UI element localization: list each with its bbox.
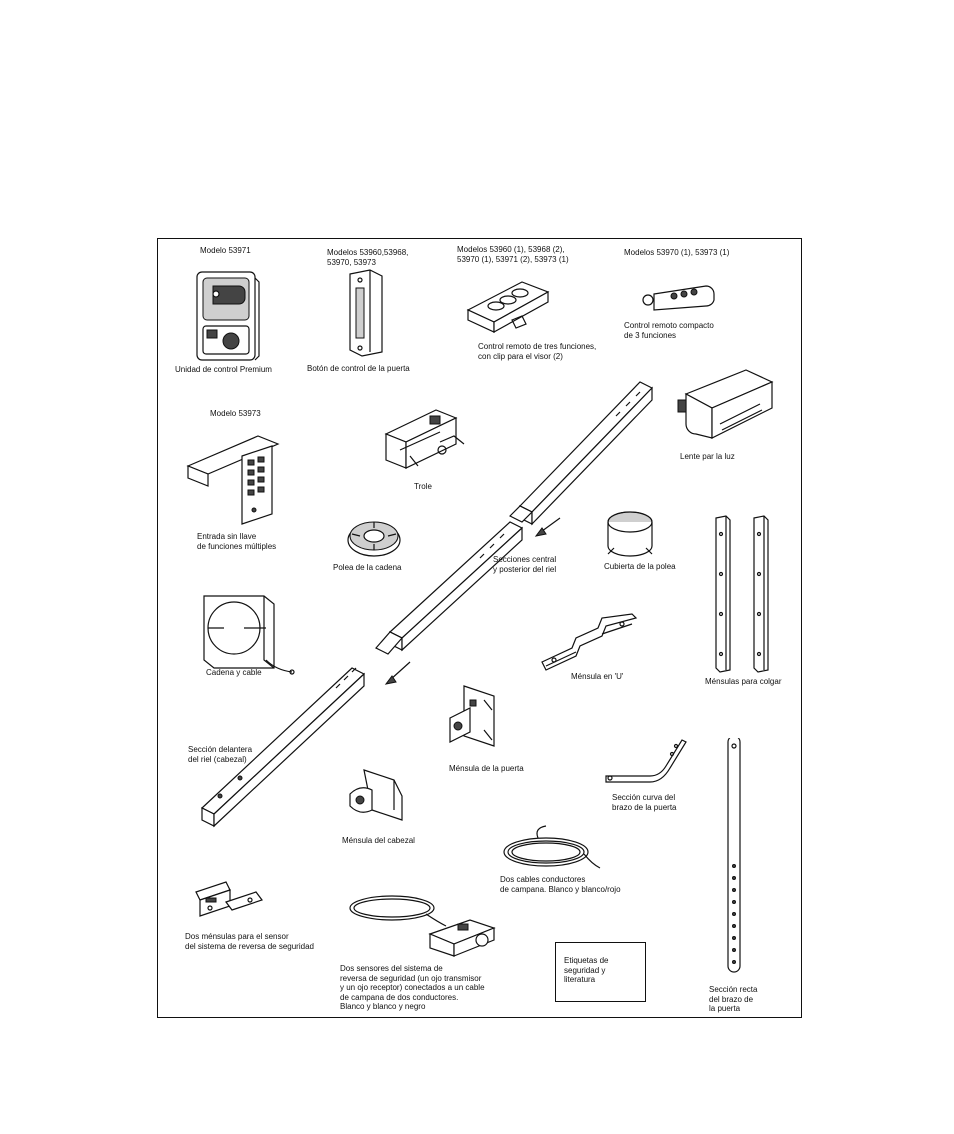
label-mensulas-colgar: Ménsulas para colgar (705, 677, 782, 686)
label-etiquetas: Etiquetas de seguridad y literatura (564, 956, 609, 984)
u-bracket-icon (538, 610, 638, 674)
label-modelo-53973: Modelo 53973 (210, 409, 261, 418)
bell-wire-icon (498, 824, 602, 874)
label-sensores: Dos sensores del sistema de reversa de seguridad (un ojo transmisor y un ojo receptor) conectados a un cable de campana de dos conductores. Blanco y blanco y negro (340, 964, 485, 1011)
label-mensulas-sensor: Dos ménsulas para el sensor del sistema de reversa de seguridad (185, 932, 314, 951)
door-control-button-icon (344, 268, 386, 360)
label-keypad: Entrada sin llave de funciones múltiples (197, 532, 277, 551)
sprocket-icon (346, 518, 402, 558)
label-remote-compact: Control remoto compacto de 3 funciones (624, 321, 714, 340)
pulley-cover-icon (602, 508, 660, 560)
label-modelos-pushbutton: Modelos 53960,53968, 53970, 53973 (327, 248, 409, 267)
light-lens-icon (676, 364, 780, 448)
label-trole: Trole (414, 482, 432, 491)
label-secciones: Secciones central y posterior del riel (493, 555, 557, 574)
label-modelos-remote: Modelos 53960 (1), 53968 (2), 53970 (1), 53971 (2), 53973 (1) (457, 245, 569, 264)
label-mensula-puerta: Ménsula de la puerta (449, 764, 524, 773)
label-mensula-cabezal: Ménsula del cabezal (342, 836, 415, 845)
sensor-brackets-icon (190, 872, 268, 928)
label-cables-campana: Dos cables conductores de campana. Blanco y blanco/rojo (500, 875, 621, 894)
compact-remote-icon (640, 280, 720, 316)
safety-labels-box (555, 942, 646, 1002)
curved-door-arm-icon (602, 736, 688, 786)
door-bracket-icon (444, 680, 510, 760)
label-cadena: Cadena y cable (206, 668, 262, 677)
safety-sensors-icon (346, 890, 502, 964)
label-modelo-53971: Modelo 53971 (200, 246, 251, 255)
label-seccion-recta: Sección recta del brazo de la puerta (709, 985, 758, 1013)
label-seccion-curva: Sección curva del brazo de la puerta (612, 793, 677, 812)
straight-door-arm-icon (722, 738, 746, 974)
hanging-brackets-icon (706, 514, 776, 674)
label-remote-three: Control remoto de tres funciones, con clip para el visor (2) (478, 342, 597, 361)
label-polea: Polea de la cadena (333, 563, 402, 572)
label-lente: Lente par la luz (680, 452, 735, 461)
label-modelos-compact: Modelos 53970 (1), 53973 (1) (624, 248, 730, 257)
label-cubierta: Cubierta de la polea (604, 562, 676, 571)
three-function-remote-icon (462, 276, 552, 334)
label-mensula-u: Ménsula en 'U' (571, 672, 624, 681)
header-bracket-icon (344, 764, 410, 826)
label-control-premium: Unidad de control Premium (175, 365, 272, 374)
label-seccion-delantera: Sección delantera del riel (cabezal) (188, 745, 253, 764)
label-boton-puerta: Botón de control de la puerta (307, 364, 410, 373)
premium-control-unit-icon (193, 268, 263, 364)
